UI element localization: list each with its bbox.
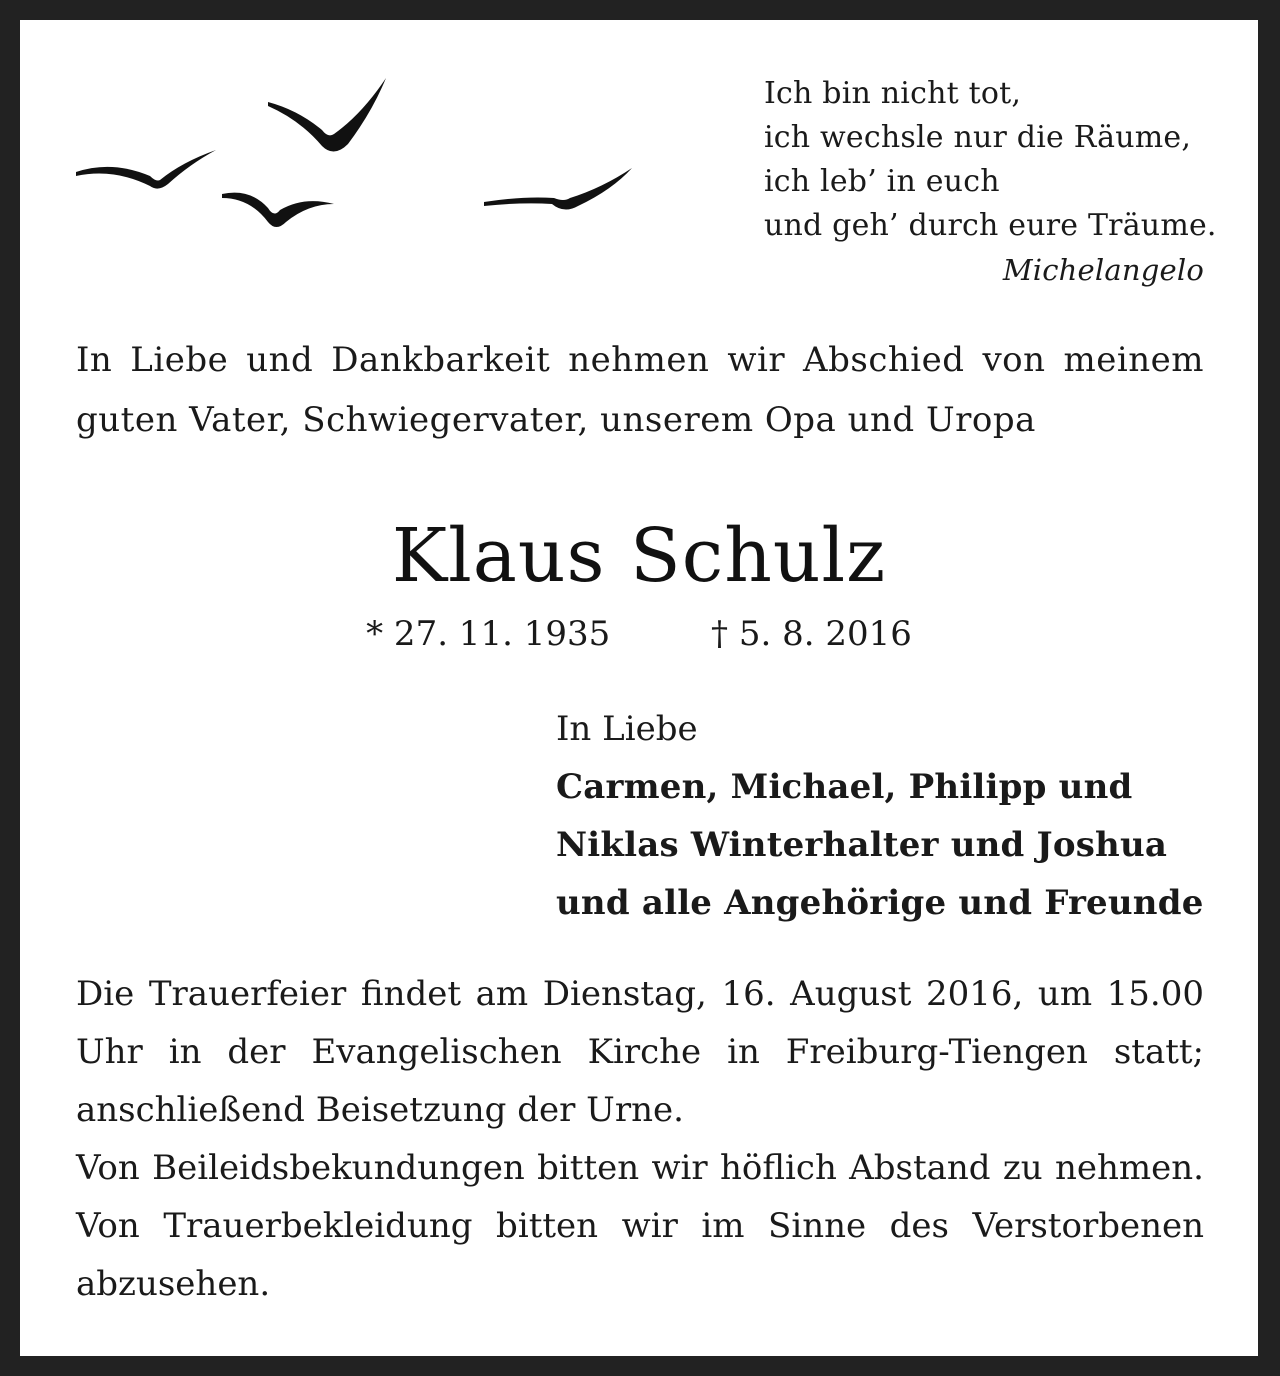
- birth-date: * 27. 11. 1935: [366, 614, 611, 654]
- poem-line: ich leb’ in euch: [764, 164, 1000, 199]
- ceremony-info: [76, 965, 1204, 1313]
- poem-line: und geh’ durch eure Träume.: [764, 208, 1217, 243]
- poem-line: ich wechsle nur die Räume,: [764, 120, 1192, 155]
- ceremony-paragraph: Die Trauerfeier findet am Dienstag, 16. August 2016, um 15.00 Uhr in der Evangelischen Kirche in Freiburg-Tiengen statt; anschließend Beisetzung der Urne.: [76, 974, 1204, 1130]
- poem-line: Ich bin nicht tot,: [764, 76, 1022, 111]
- bird-icon: [222, 193, 334, 227]
- bird-icon: [484, 168, 632, 210]
- bird-icon: [268, 78, 386, 152]
- bird-icon: [76, 150, 216, 189]
- deceased-name: Klaus Schulz: [391, 513, 887, 599]
- mourner-names-line: und alle Angehörige und Freunde: [556, 883, 1204, 923]
- death-date: † 5. 8. 2016: [711, 614, 912, 654]
- mourner-names-line: Niklas Winterhalter und Joshua: [556, 825, 1168, 865]
- obituary-notice: [20, 20, 1258, 1356]
- mourner-names-line: Carmen, Michael, Philipp und: [556, 767, 1133, 807]
- life-dates: [20, 610, 1258, 658]
- mourners-block: [556, 700, 1206, 932]
- flying-birds-illustration: [72, 72, 642, 252]
- poem-quote: [764, 72, 1217, 292]
- mourners-lead: In Liebe: [556, 709, 698, 749]
- condolence-paragraph: Von Beileidsbekundungen bitten wir höflich Abstand zu nehmen. Von Trauerbekleidung bitten wir im Sinne des Verstorbenen abzusehen.: [76, 1148, 1204, 1304]
- intro-text: In Liebe und Dankbarkeit nehmen wir Abschied von meinem guten Vater, Schwiegervater, unserem Opa und Uropa: [76, 340, 1204, 440]
- poem-author: Michelangelo: [1002, 253, 1204, 287]
